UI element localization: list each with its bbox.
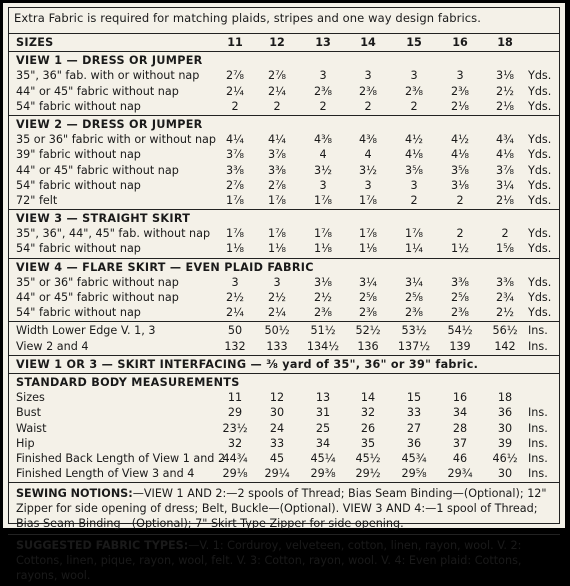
cell-value: 39 <box>497 436 513 450</box>
cell-value: 36 <box>406 436 422 450</box>
sewing-notions-section <box>8 482 560 534</box>
measurement-row <box>8 466 560 481</box>
cell-value: 2⅜ <box>359 306 377 320</box>
yardage-row <box>8 193 560 208</box>
cell-value: 1¼ <box>405 242 423 256</box>
row-heading: VIEW 1 OR 3 — SKIRT INTERFACING — ⅜ yard of 35", 36" or 39" fabric. <box>16 357 479 371</box>
cell-value: 34 <box>315 436 331 450</box>
cell-value: 142 <box>494 339 516 353</box>
cell-value: 1½ <box>451 242 469 256</box>
cell-value: 139 <box>449 339 471 353</box>
cell-value: 56½ <box>492 324 518 338</box>
unit-label: Yds. <box>528 178 552 192</box>
cell-value: 2 <box>456 227 464 241</box>
cell-value: 12 <box>269 36 285 49</box>
row-label: 72" felt <box>16 193 58 207</box>
cell-value: 132 <box>224 339 246 353</box>
cell-value: 3 <box>364 69 372 83</box>
row-label: View 2 and 4 <box>16 339 89 353</box>
note-text <box>8 536 560 585</box>
row-label: 35" or 36" fabric without nap <box>16 275 179 289</box>
cell-value: 1⅛ <box>268 242 286 256</box>
cell-value: 4½ <box>405 133 423 147</box>
cell-value: 29¾ <box>447 467 473 481</box>
view-section <box>8 51 560 115</box>
unit-label: Yds. <box>528 242 552 256</box>
cell-value: 24 <box>269 421 285 435</box>
cell-value: 23½ <box>222 421 248 435</box>
cell-value: 2 <box>231 99 239 113</box>
cell-value: 29⅜ <box>310 467 336 481</box>
yardage-row <box>8 163 560 178</box>
unit-label: Yds. <box>528 275 552 289</box>
cell-value: 2⅝ <box>405 291 423 304</box>
row-label: Waist <box>16 421 47 435</box>
cell-value: 2⅛ <box>451 99 469 113</box>
measurement-row <box>8 405 560 420</box>
cell-value: 29⅝ <box>401 467 427 481</box>
cell-value: 36 <box>497 406 513 420</box>
row-label: 35", 36", 44", 45" fab. without nap <box>16 227 211 241</box>
yardage-row <box>8 290 560 305</box>
cell-value: 2 <box>273 99 281 113</box>
cell-value: 3⅜ <box>268 163 286 177</box>
cell-value: 2 <box>410 193 418 207</box>
cell-value: 2½ <box>268 291 286 304</box>
row-label: Sizes <box>16 391 45 405</box>
cell-value: 1⅛ <box>314 242 332 256</box>
cell-value: 2⅜ <box>451 84 469 98</box>
cell-value: 2¼ <box>226 84 244 98</box>
cell-value: 2⅞ <box>226 69 244 83</box>
cell-value: 2⅛ <box>496 193 514 207</box>
unit-label: Ins. <box>528 421 548 435</box>
cell-value: 3 <box>319 69 327 83</box>
cell-value: 3⅜ <box>496 275 514 289</box>
cell-value: 50½ <box>264 324 290 338</box>
cell-value: 30 <box>497 467 513 481</box>
cell-value: 3¼ <box>496 178 514 192</box>
cell-value: 45¼ <box>310 451 336 465</box>
cell-value: 3½ <box>359 163 377 177</box>
cell-value: 1⅝ <box>496 242 514 256</box>
measurements-title <box>8 375 560 390</box>
cell-value: 15 <box>406 36 422 49</box>
cell-value: 37 <box>452 436 468 450</box>
cell-value: 32 <box>227 436 243 450</box>
cell-value: 35 <box>360 436 376 450</box>
interfacing-section <box>8 355 560 373</box>
cell-value: 2⅜ <box>314 306 332 320</box>
unit-label: Ins. <box>528 339 548 353</box>
cell-value: 52½ <box>355 324 381 338</box>
cell-value: 44¾ <box>222 451 248 465</box>
unit-label: Yds. <box>528 291 552 304</box>
pattern-envelope-chart <box>3 3 565 583</box>
row-heading: VIEW 1 — DRESS OR JUMPER <box>16 54 203 68</box>
view-title <box>8 211 560 226</box>
width-lower-edge-section <box>8 321 560 354</box>
cell-value: 2¼ <box>268 306 286 320</box>
unit-label: Ins. <box>528 406 548 420</box>
cell-value: 26 <box>360 421 376 435</box>
yardage-table <box>8 33 560 586</box>
yardage-row <box>8 178 560 193</box>
unit-label: Yds. <box>528 99 552 113</box>
cell-value: 4⅜ <box>359 133 377 147</box>
cell-value: 2 <box>501 227 509 241</box>
cell-value: 18 <box>497 391 513 405</box>
cell-value: 15 <box>406 391 422 405</box>
cell-value: 32 <box>360 406 376 420</box>
cell-value: 2⅞ <box>226 178 244 192</box>
measurement-row <box>8 436 560 451</box>
yardage-row <box>8 99 560 114</box>
cell-value: 3¼ <box>405 275 423 289</box>
sizes-header-row <box>8 35 560 50</box>
cell-value: 18 <box>497 36 513 49</box>
measurement-row <box>8 390 560 405</box>
cell-value: 2⅝ <box>359 291 377 304</box>
cell-value: 2⅞ <box>268 69 286 83</box>
cell-value: 11 <box>227 36 243 49</box>
cell-value: 2¼ <box>268 84 286 98</box>
cell-value: 4¼ <box>268 133 286 147</box>
unit-label: Ins. <box>528 467 548 481</box>
cell-value: 45 <box>269 451 285 465</box>
cell-value: 2⅝ <box>451 291 469 304</box>
unit-label: Yds. <box>528 84 552 98</box>
cell-value: 3⅝ <box>451 163 469 177</box>
cell-value: 30 <box>497 421 513 435</box>
cell-value: 3 <box>410 178 418 192</box>
yardage-row <box>8 84 560 99</box>
cell-value: 4 <box>364 148 372 162</box>
cell-value: 29½ <box>355 467 381 481</box>
cell-value: 3¼ <box>359 275 377 289</box>
cell-value: 4½ <box>451 133 469 147</box>
row-label: 35", 36" fab. with or without nap <box>16 69 200 83</box>
interfacing-row <box>8 357 560 372</box>
cell-value: 3 <box>456 69 464 83</box>
cell-value: 3 <box>273 275 281 289</box>
cell-value: 137½ <box>397 339 431 353</box>
cell-value: 4⅜ <box>314 133 332 147</box>
cell-value: 2⅜ <box>359 84 377 98</box>
row-label: Bust <box>16 406 41 420</box>
yardage-row <box>8 226 560 241</box>
cell-value: 2 <box>410 99 418 113</box>
note-text <box>8 484 560 533</box>
view-title <box>8 53 560 68</box>
cell-value: 3⅜ <box>226 163 244 177</box>
row-heading: STANDARD BODY MEASUREMENTS <box>16 375 240 389</box>
cell-value: 13 <box>315 36 331 49</box>
row-label: 44" or 45" fabric without nap <box>16 163 179 177</box>
unit-label: Ins. <box>528 436 548 450</box>
cell-value: 1⅛ <box>226 242 244 256</box>
cell-value: 1⅞ <box>226 193 244 207</box>
row-label: 35 or 36" fabric with or without nap <box>16 133 216 147</box>
row-label: 44" or 45" fabric without nap <box>16 291 179 304</box>
cell-value: 3 <box>231 275 239 289</box>
cell-value: 12 <box>269 391 285 405</box>
row-heading: VIEW 2 — DRESS OR JUMPER <box>16 117 203 131</box>
view-section <box>8 209 560 258</box>
cell-value: 3⅛ <box>451 178 469 192</box>
row-heading: SIZES <box>16 36 54 49</box>
row-heading: VIEW 3 — STRAIGHT SKIRT <box>16 212 191 226</box>
cell-value: 1⅞ <box>268 227 286 241</box>
measurement-row <box>8 421 560 436</box>
cell-value: 3⅜ <box>451 275 469 289</box>
row-label: Width Lower Edge V. 1, 3 <box>16 324 156 338</box>
cell-value: 2 <box>456 193 464 207</box>
row-label: 39" fabric without nap <box>16 148 141 162</box>
cell-value: 4⅛ <box>451 148 469 162</box>
unit-label: Yds. <box>528 227 552 241</box>
cell-value: 2¼ <box>226 306 244 320</box>
cell-value: 11 <box>227 391 243 405</box>
unit-label: Yds. <box>528 148 552 162</box>
cell-value: 50 <box>227 324 243 338</box>
row-label: 54" fabric without nap <box>16 178 141 192</box>
width-row <box>8 339 560 354</box>
cell-value: 33 <box>269 436 285 450</box>
yardage-row <box>8 68 560 83</box>
cell-value: 13 <box>315 391 331 405</box>
cell-value: 46 <box>452 451 468 465</box>
cell-value: 31 <box>315 406 331 420</box>
intro-note: Extra Fabric is required for matching plaids, stripes and one way design fabrics. <box>14 11 482 25</box>
row-label: Hip <box>16 436 35 450</box>
cell-value: 3⅞ <box>226 148 244 162</box>
cell-value: 54½ <box>447 324 473 338</box>
cell-value: 29 <box>227 406 243 420</box>
view-title <box>8 117 560 132</box>
fabric-types-section <box>8 534 560 586</box>
cell-value: 1⅞ <box>314 227 332 241</box>
note-key: SUGGESTED FABRIC TYPES: <box>16 539 189 553</box>
cell-value: 3⅞ <box>268 148 286 162</box>
row-label: 54" fabric without nap <box>16 99 141 113</box>
cell-value: 29¼ <box>264 467 290 481</box>
note-key: SEWING NOTIONS: <box>16 487 133 501</box>
cell-value: 3⅞ <box>496 163 514 177</box>
cell-value: 4⅛ <box>496 148 514 162</box>
cell-value: 16 <box>452 36 468 49</box>
note-body: —VIEW 1 AND 2:—2 spools of Thread; Bias Seam Binding—(Optional); 12" Zipper for side opening of dress; Belt, Buckle—(Optional). VIEW 3 AND 4:—1 spool of Thread; Bias Seam Binding—(Optional); 7" Skirt Type Zipper for side opening. <box>16 487 547 531</box>
cell-value: 28 <box>452 421 468 435</box>
yardage-row <box>8 241 560 256</box>
yardage-row <box>8 275 560 290</box>
cell-value: 1⅞ <box>268 193 286 207</box>
cell-value: 45½ <box>355 451 381 465</box>
cell-value: 2½ <box>496 306 514 320</box>
cell-value: 3⅛ <box>496 69 514 83</box>
cell-value: 16 <box>452 391 468 405</box>
unit-label: Ins. <box>528 324 548 338</box>
note-body: —V. 1: Corduroy, velveteen, cotton, linen, rayon, wool. V. 2: Cottons, linen, pique, rayon, wool, felt. V. 3: Cotton, rayon, wool. V. 4: Even plaid: Cottons, rayons, wool. <box>16 539 522 583</box>
cell-value: 3 <box>410 69 418 83</box>
cell-value: 1⅞ <box>359 227 377 241</box>
cell-value: 2½ <box>496 84 514 98</box>
row-label: Finished Length of View 3 and 4 <box>16 467 195 481</box>
cell-value: 4 <box>319 148 327 162</box>
cell-value: 4⅛ <box>405 148 423 162</box>
cell-value: 27 <box>406 421 422 435</box>
cell-value: 30 <box>269 406 285 420</box>
cell-value: 1⅞ <box>359 193 377 207</box>
unit-label: Yds. <box>528 69 552 83</box>
cell-value: 2⅜ <box>451 306 469 320</box>
cell-value: 1⅞ <box>405 227 423 241</box>
unit-label: Yds. <box>528 193 552 207</box>
unit-label: Ins. <box>528 451 548 465</box>
cell-value: 14 <box>360 391 376 405</box>
cell-value: 51½ <box>310 324 336 338</box>
cell-value: 2⅜ <box>405 306 423 320</box>
cell-value: 25 <box>315 421 331 435</box>
cell-value: 3 <box>364 178 372 192</box>
cell-value: 2⅜ <box>405 84 423 98</box>
cell-value: 53½ <box>401 324 427 338</box>
cell-value: 14 <box>360 36 376 49</box>
unit-label: Yds. <box>528 306 552 320</box>
row-label: 54" fabric without nap <box>16 306 141 320</box>
unit-label: Yds. <box>528 163 552 177</box>
view-section <box>8 258 560 322</box>
measurements-section <box>8 373 560 482</box>
cell-value: 1⅞ <box>314 193 332 207</box>
cell-value: 29⅛ <box>222 467 248 481</box>
cell-value: 3½ <box>314 163 332 177</box>
sizes-header-section <box>8 33 560 51</box>
cell-value: 3 <box>319 178 327 192</box>
cell-value: 1⅛ <box>359 242 377 256</box>
cell-value: 3⅛ <box>314 275 332 289</box>
view-title <box>8 260 560 275</box>
cell-value: 34 <box>452 406 468 420</box>
width-row <box>8 323 560 338</box>
cell-value: 45¾ <box>401 451 427 465</box>
row-heading: VIEW 4 — FLARE SKIRT — EVEN PLAID FABRIC <box>16 260 314 274</box>
cell-value: 136 <box>357 339 379 353</box>
cell-value: 2 <box>364 99 372 113</box>
yardage-row <box>8 132 560 147</box>
yardage-row <box>8 147 560 162</box>
cell-value: 2⅜ <box>314 84 332 98</box>
cell-value: 4¼ <box>226 133 244 147</box>
cell-value: 2⅛ <box>496 99 514 113</box>
cell-value: 3⅝ <box>405 163 423 177</box>
row-label: Finished Back Length of View 1 and 2 <box>16 451 226 465</box>
row-label: 44" or 45" fabric without nap <box>16 84 179 98</box>
view-section <box>8 115 560 209</box>
measurement-row <box>8 451 560 466</box>
cell-value: 46½ <box>492 451 518 465</box>
cell-value: 134½ <box>306 339 340 353</box>
cell-value: 4¾ <box>496 133 514 147</box>
row-label: 54" fabric without nap <box>16 242 141 256</box>
unit-label: Yds. <box>528 133 552 147</box>
cell-value: 133 <box>266 339 288 353</box>
cell-value: 33 <box>406 406 422 420</box>
cell-value: 2⅞ <box>268 178 286 192</box>
cell-value: 2½ <box>226 291 244 304</box>
yardage-row <box>8 305 560 320</box>
cell-value: 2 <box>319 99 327 113</box>
cell-value: 2½ <box>314 291 332 304</box>
cell-value: 2¾ <box>496 291 514 304</box>
cell-value: 1⅞ <box>226 227 244 241</box>
